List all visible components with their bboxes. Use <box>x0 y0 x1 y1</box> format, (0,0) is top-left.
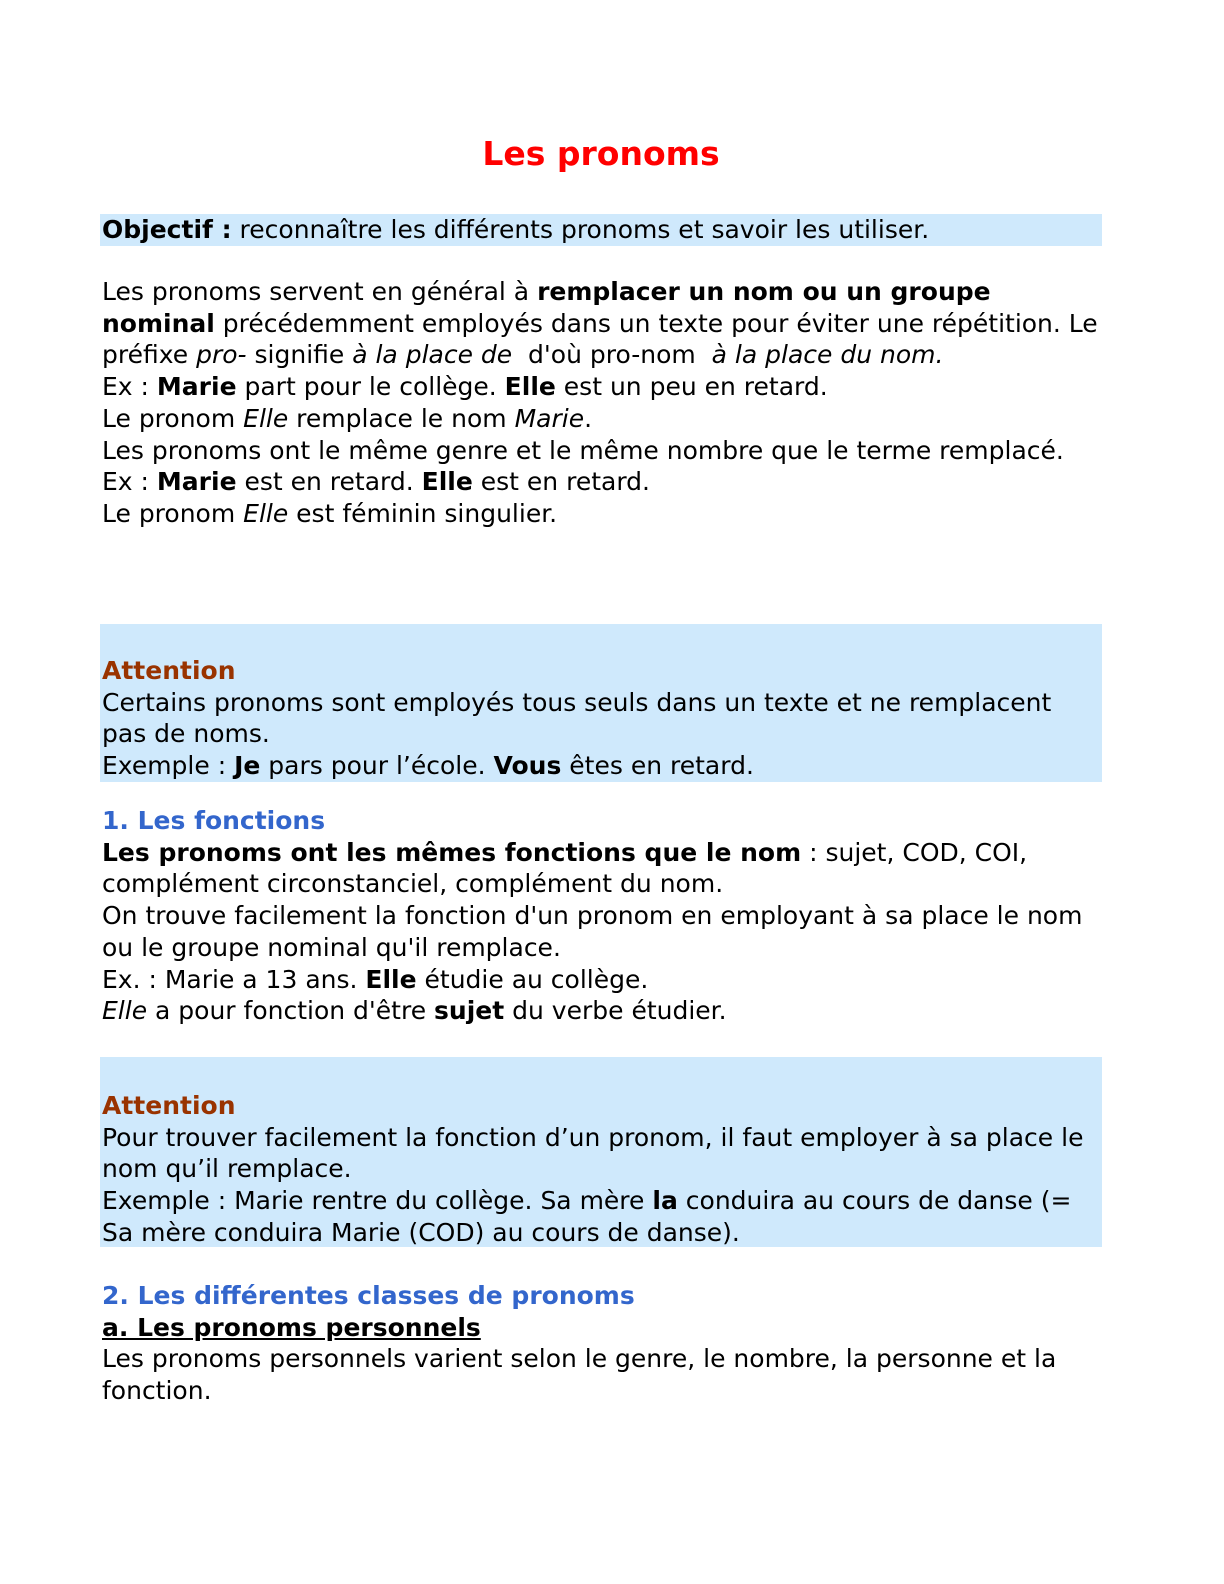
intro-section <box>102 276 1102 530</box>
example-text: conduira au cours de danse (= Sa mère conduira Marie (COD) au cours de danse). <box>102 1186 1072 1247</box>
explanation-bold: sujet <box>434 996 505 1026</box>
example-text: Ex : <box>102 467 157 497</box>
section-paragraph: On trouve facilement la fonction d'un pronom en employant à sa place le nom ou le groupe nominal qu'il remplace. <box>102 901 1083 962</box>
example-text: est un peu en retard. <box>555 372 828 402</box>
explanation-text: . <box>584 403 593 433</box>
example-bold: Marie <box>156 467 237 497</box>
intro-paragraph <box>102 276 1102 371</box>
intro-text: d'où pro-nom <box>512 340 712 370</box>
intro-bold: remplacer un nom ou un groupe nominal <box>102 277 991 338</box>
example-text: est en retard. <box>236 467 422 497</box>
explanation-text: a pour fonction d'être <box>147 996 435 1026</box>
example-text: Ex. : Marie a 13 ans. <box>102 964 366 994</box>
intro-italic: pro- <box>196 340 247 370</box>
example-text: étudie au collège. <box>416 964 649 994</box>
explanation-line <box>102 995 1102 1027</box>
objectif-text: reconnaître les différents pronoms et savoir les utiliser. <box>231 215 930 244</box>
explanation-italic: Elle <box>243 403 289 433</box>
section-title: 2. Les différentes classes de pronoms <box>102 1281 635 1310</box>
example-bold: Elle <box>365 964 417 994</box>
example-line <box>102 964 1102 996</box>
explanation-text: remplace le nom <box>288 403 515 433</box>
example-text: pars pour l’école. <box>260 751 494 781</box>
attention-text: Certains pronoms sont employés tous seuls dans un texte et ne remplacent pas de noms. <box>102 687 1052 749</box>
attention-title: Attention <box>102 656 236 685</box>
attention-example <box>102 750 1102 782</box>
example-text: Ex : <box>102 372 157 402</box>
attention-example <box>102 1185 1102 1248</box>
attention-box <box>100 1057 1102 1247</box>
example-text: Exemple : <box>102 751 235 781</box>
explanation-text: Le pronom <box>102 498 244 528</box>
example-bold: la <box>652 1186 678 1216</box>
subsection-title: a. Les pronoms personnels <box>102 1312 481 1342</box>
attention-text: Pour trouver facilement la fonction d’un pronom, il faut employer à sa place le nom qu’il remplace. <box>102 1122 1084 1184</box>
rule-line: Les pronoms ont le même genre et le même nombre que le terme remplacé. <box>102 435 1064 465</box>
explanation-text: est féminin singulier. <box>288 498 558 528</box>
example-text: est en retard. <box>472 467 650 497</box>
example-text: part pour le collège. <box>236 372 505 402</box>
attention-box <box>100 624 1102 782</box>
section-classes <box>102 1280 1102 1407</box>
explanation-italic: Elle <box>243 498 289 528</box>
explanation-text: Le pronom <box>102 403 244 433</box>
section-bold: Les pronoms ont les mêmes fonctions que le nom <box>102 837 802 867</box>
example-bold: Marie <box>156 372 237 402</box>
intro-italic: à la place de <box>352 340 513 370</box>
example-bold: Je <box>234 751 261 781</box>
explanation-text: du verbe étudier. <box>504 996 727 1026</box>
section-fonctions <box>102 805 1102 1027</box>
example-text: Exemple : Marie rentre du collège. Sa mère <box>102 1186 653 1216</box>
explanation-italic: Elle <box>102 996 148 1026</box>
section-paragraph: Les pronoms personnels varient selon le genre, le nombre, la personne et la fonction. <box>102 1344 1057 1406</box>
intro-italic: à la place du nom. <box>711 340 944 370</box>
example-bold: Elle <box>504 372 556 402</box>
example-line <box>102 371 1102 403</box>
section-paragraph <box>102 837 1102 900</box>
intro-text: Les pronoms servent en général à <box>102 277 538 306</box>
explanation-line <box>102 498 1102 530</box>
intro-text: précédemment employés dans un texte pour éviter une répétition. Le préfixe <box>102 308 1098 370</box>
section-title: 1. Les fonctions <box>102 806 326 835</box>
explanation-italic: Marie <box>514 403 585 433</box>
objectif-label: Objectif : <box>102 215 232 244</box>
example-bold: Elle <box>421 467 473 497</box>
example-text: êtes en retard. <box>561 751 754 781</box>
intro-text: signifie <box>246 340 353 370</box>
explanation-line <box>102 403 1102 435</box>
objectif-banner <box>100 214 1102 246</box>
example-line <box>102 466 1102 498</box>
page-title: Les pronoms <box>482 134 720 173</box>
section-text: : sujet, COD, COI, complément circonstanciel, complément du nom. <box>102 837 1028 899</box>
attention-title: Attention <box>102 1091 236 1120</box>
example-bold: Vous <box>493 751 562 781</box>
